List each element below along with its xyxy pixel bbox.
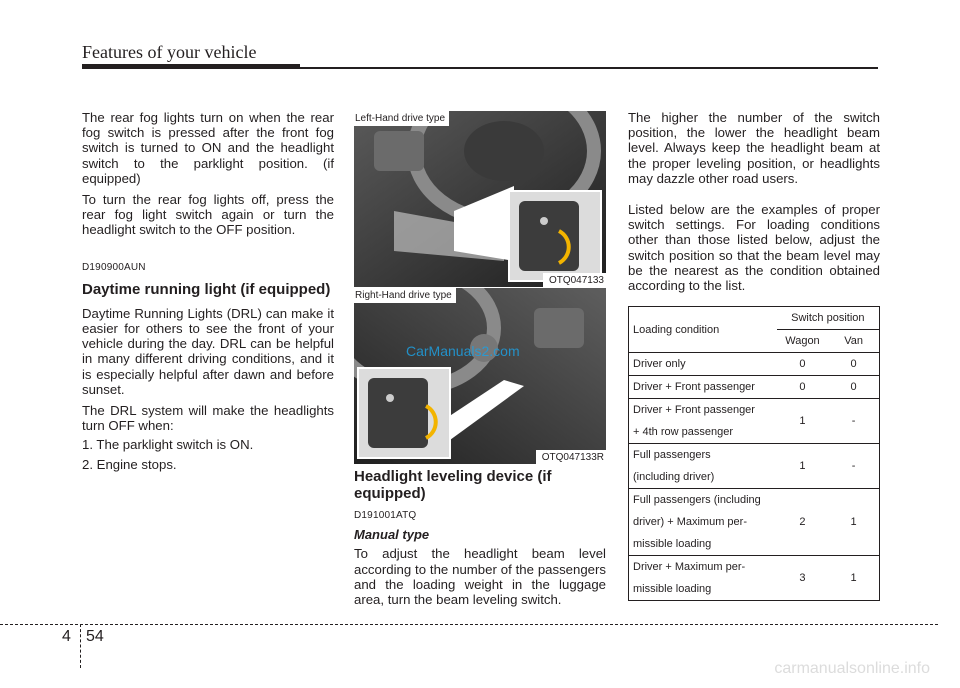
leveling-paragraph: To adjust the headlight beam level according to the number of the passengers and the loading weight in the luggage area, turn the beam leveling switch. bbox=[354, 546, 606, 608]
figure-code: OTQ047133 bbox=[543, 273, 606, 287]
header-van: Van bbox=[828, 330, 879, 353]
table-body bbox=[629, 353, 880, 601]
condition-line: Full passengers bbox=[633, 449, 711, 461]
drl-section-code: D190900AUN bbox=[82, 261, 146, 273]
wagon-value: 1 bbox=[777, 399, 829, 444]
page-header-title: Features of your vehicle bbox=[82, 42, 257, 62]
loading-condition-cell bbox=[629, 444, 777, 489]
figure-label: Left-Hand drive type bbox=[354, 111, 449, 126]
wagon-value: 2 bbox=[777, 489, 829, 556]
dashboard-illustration bbox=[354, 111, 606, 287]
list-item: 2. Engine stops. bbox=[82, 456, 177, 472]
rear-fog-off-paragraph: To turn the rear fog lights off, press the rear fog light switch again or turn the headlight switch to the OFF position. bbox=[82, 192, 334, 238]
loading-condition-cell bbox=[629, 353, 777, 376]
van-value: 0 bbox=[828, 353, 879, 376]
table-header-row bbox=[629, 307, 880, 330]
condition-line: Driver only bbox=[633, 358, 686, 370]
figure-code: OTQ047133R bbox=[536, 450, 606, 464]
image-watermark: CarManuals2.com bbox=[406, 343, 520, 359]
loading-condition-cell bbox=[629, 376, 777, 399]
drl-heading: Daytime running light (if equipped) bbox=[82, 280, 331, 298]
column-right bbox=[628, 110, 880, 299]
drl-description: Daytime Running Lights (DRL) can make it easier for others to see the front of your vehicle during the day. DRL can be helpful in many different driving conditions, and it is especially helpful after dawn and before sunset. bbox=[82, 305, 334, 397]
site-watermark: carmanualsonline.info bbox=[774, 660, 930, 677]
condition-line: Driver + Front passenger bbox=[633, 404, 755, 416]
table-row bbox=[629, 376, 880, 399]
condition-line: driver) + Maximum per- bbox=[633, 516, 747, 528]
footer-separator bbox=[80, 624, 81, 668]
loading-condition-cell bbox=[629, 489, 777, 556]
condition-line: missible loading bbox=[633, 583, 712, 595]
drl-off-conditions: The DRL system will make the headlights turn OFF when: bbox=[82, 403, 334, 434]
page-number: 54 bbox=[86, 628, 104, 645]
footer-dashed-rule bbox=[0, 624, 938, 625]
table-row bbox=[629, 444, 880, 489]
condition-line: missible loading bbox=[633, 538, 712, 550]
table-row bbox=[629, 556, 880, 601]
van-value: - bbox=[828, 444, 879, 489]
figure-right-hand-drive bbox=[354, 288, 606, 464]
column-left bbox=[82, 110, 334, 476]
switch-position-paragraph: The higher the number of the switch position, the lower the headlight beam level. Always keep the headlight beam at the proper leveling position, or headlights may dazzle other road users. bbox=[628, 110, 880, 186]
header-rule-thin bbox=[300, 67, 878, 69]
wagon-value: 1 bbox=[777, 444, 829, 489]
wagon-value: 0 bbox=[777, 353, 829, 376]
wagon-value: 0 bbox=[777, 376, 829, 399]
header-switch-position: Switch position bbox=[777, 307, 880, 330]
condition-line: Full passengers (including bbox=[633, 494, 761, 506]
van-value: 1 bbox=[828, 556, 879, 601]
header-rule-thick bbox=[82, 64, 300, 69]
header-wagon: Wagon bbox=[777, 330, 829, 353]
condition-line: + 4th row passenger bbox=[633, 426, 733, 438]
rear-fog-paragraph: The rear fog lights turn on when the rear fog switch is pressed after the front fog switch is turned to ON and the headlight switch to the parklight position. (if equipped) bbox=[82, 110, 334, 186]
condition-line: (including driver) bbox=[633, 471, 715, 483]
van-value: - bbox=[828, 399, 879, 444]
dashboard-illustration bbox=[354, 288, 606, 464]
van-value: 0 bbox=[828, 376, 879, 399]
list-item: 1. The parklight switch is ON. bbox=[82, 437, 254, 453]
header-loading-condition: Loading condition bbox=[629, 307, 777, 353]
loading-condition-cell bbox=[629, 399, 777, 444]
figure-label: Right-Hand drive type bbox=[354, 288, 456, 303]
examples-paragraph: Listed below are the examples of proper switch settings. For loading conditions other than those listed below, adjust the switch position so that the beam level may be the nearest as the condition obtained according to the list. bbox=[628, 202, 880, 294]
table-row bbox=[629, 399, 880, 444]
headlight-leveling-heading: Headlight leveling device (if equipped) bbox=[354, 468, 552, 502]
leveling-section-code: D191001ATQ bbox=[354, 510, 417, 521]
column-middle-text bbox=[354, 468, 606, 607]
loading-condition-table bbox=[628, 306, 880, 601]
manual-type-subheading: Manual type bbox=[354, 527, 430, 543]
chapter-number: 4 bbox=[62, 628, 71, 645]
van-value: 1 bbox=[828, 489, 879, 556]
table-row bbox=[629, 489, 880, 556]
condition-line: Driver + Maximum per- bbox=[633, 561, 746, 573]
table-row bbox=[629, 353, 880, 376]
condition-line: Driver + Front passenger bbox=[633, 381, 755, 393]
figure-left-hand-drive bbox=[354, 111, 606, 287]
loading-condition-cell bbox=[629, 556, 777, 601]
wagon-value: 3 bbox=[777, 556, 829, 601]
